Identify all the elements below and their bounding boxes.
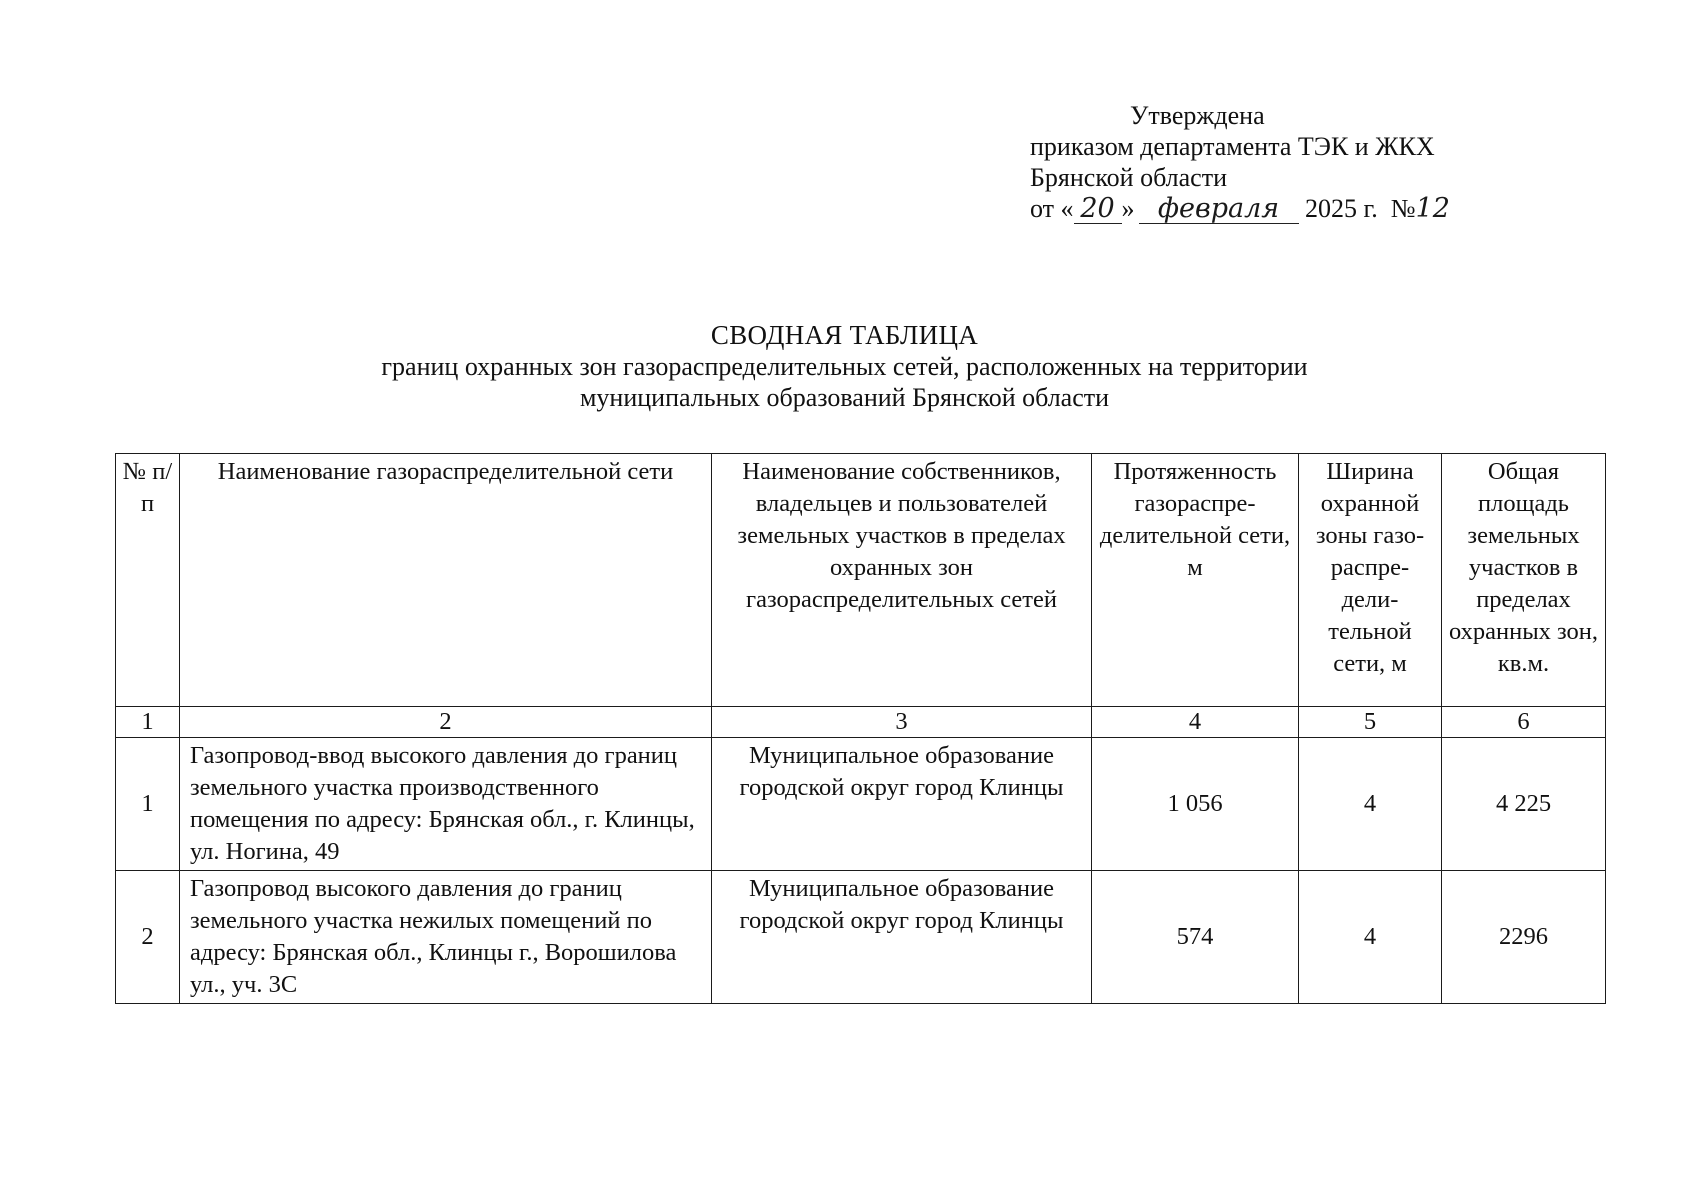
row-owner: Муниципальное образование городской округ город Клинцы (712, 871, 1092, 1004)
header-zone-width: Ширина охранной зоны газо-распре-дели-тельной сети, м (1299, 454, 1442, 707)
row-number: 1 (116, 738, 180, 871)
page-subtitle-line1: границ охранных зон газораспределительных сетей, расположенных на территории (381, 352, 1308, 381)
approval-line-date (1030, 193, 1550, 224)
row-zone-width: 4 (1299, 871, 1442, 1004)
header-number: № п/п (116, 454, 180, 707)
header-length: Протяженность газораспре-делительной сети, м (1092, 454, 1299, 707)
date-prefix: от « (1030, 194, 1074, 223)
column-number: 5 (1299, 707, 1442, 738)
approval-line-order: приказом департамента ТЭК и ЖКХ (1030, 132, 1435, 161)
page-subtitle-line2: муниципальных образований Брянской области (579, 383, 1110, 412)
row-zone-width: 4 (1299, 738, 1442, 871)
summary-table (115, 453, 1606, 1004)
row-total-area: 2296 (1442, 871, 1606, 1004)
table-row (116, 871, 1606, 1004)
handwritten-month: февраля (1139, 195, 1299, 224)
date-quote-close: » (1121, 194, 1135, 223)
row-number: 2 (116, 871, 180, 1004)
column-number: 2 (180, 707, 712, 738)
handwritten-day: 20 (1074, 195, 1122, 224)
page-title: СВОДНАЯ ТАБЛИЦА (710, 320, 979, 350)
approval-line-approved: Утверждена (1130, 101, 1265, 130)
row-network-name: Газопровод высокого давления до границ земельного участка нежилых помещений по адресу: Брянская обл., Клинцы г., Ворошилова ул., уч. 3С (180, 871, 712, 1004)
row-network-name: Газопровод-ввод высокого давления до границ земельного участка производственного помещения по адресу: Брянская обл., г. Клинцы, ул. Ногина, 49 (180, 738, 712, 871)
column-number: 6 (1442, 707, 1606, 738)
column-number-row (116, 707, 1606, 738)
date-year: 2025 г. (1305, 194, 1378, 223)
row-total-area: 4 225 (1442, 738, 1606, 871)
approval-block (1030, 100, 1550, 224)
header-total-area: Общая площадь земельных участков в пределах охранных зон, кв.м. (1442, 454, 1606, 707)
table-header-row (116, 454, 1606, 707)
row-owner: Муниципальное образование городской округ город Клинцы (712, 738, 1092, 871)
document-title (0, 320, 1689, 413)
row-length: 574 (1092, 871, 1299, 1004)
approval-line-region: Брянской области (1030, 163, 1227, 192)
row-length: 1 056 (1092, 738, 1299, 871)
column-number: 4 (1092, 707, 1299, 738)
handwritten-number: 12 (1415, 193, 1450, 224)
column-number: 3 (712, 707, 1092, 738)
number-sign: № (1390, 194, 1416, 223)
table-row (116, 738, 1606, 871)
column-number: 1 (116, 707, 180, 738)
header-owners: Наименование собственников, владельцев и пользователей земельных участков в пределах охранных зон газораспределительных сетей (712, 454, 1092, 707)
header-network-name: Наименование газораспределительной сети (180, 454, 712, 707)
